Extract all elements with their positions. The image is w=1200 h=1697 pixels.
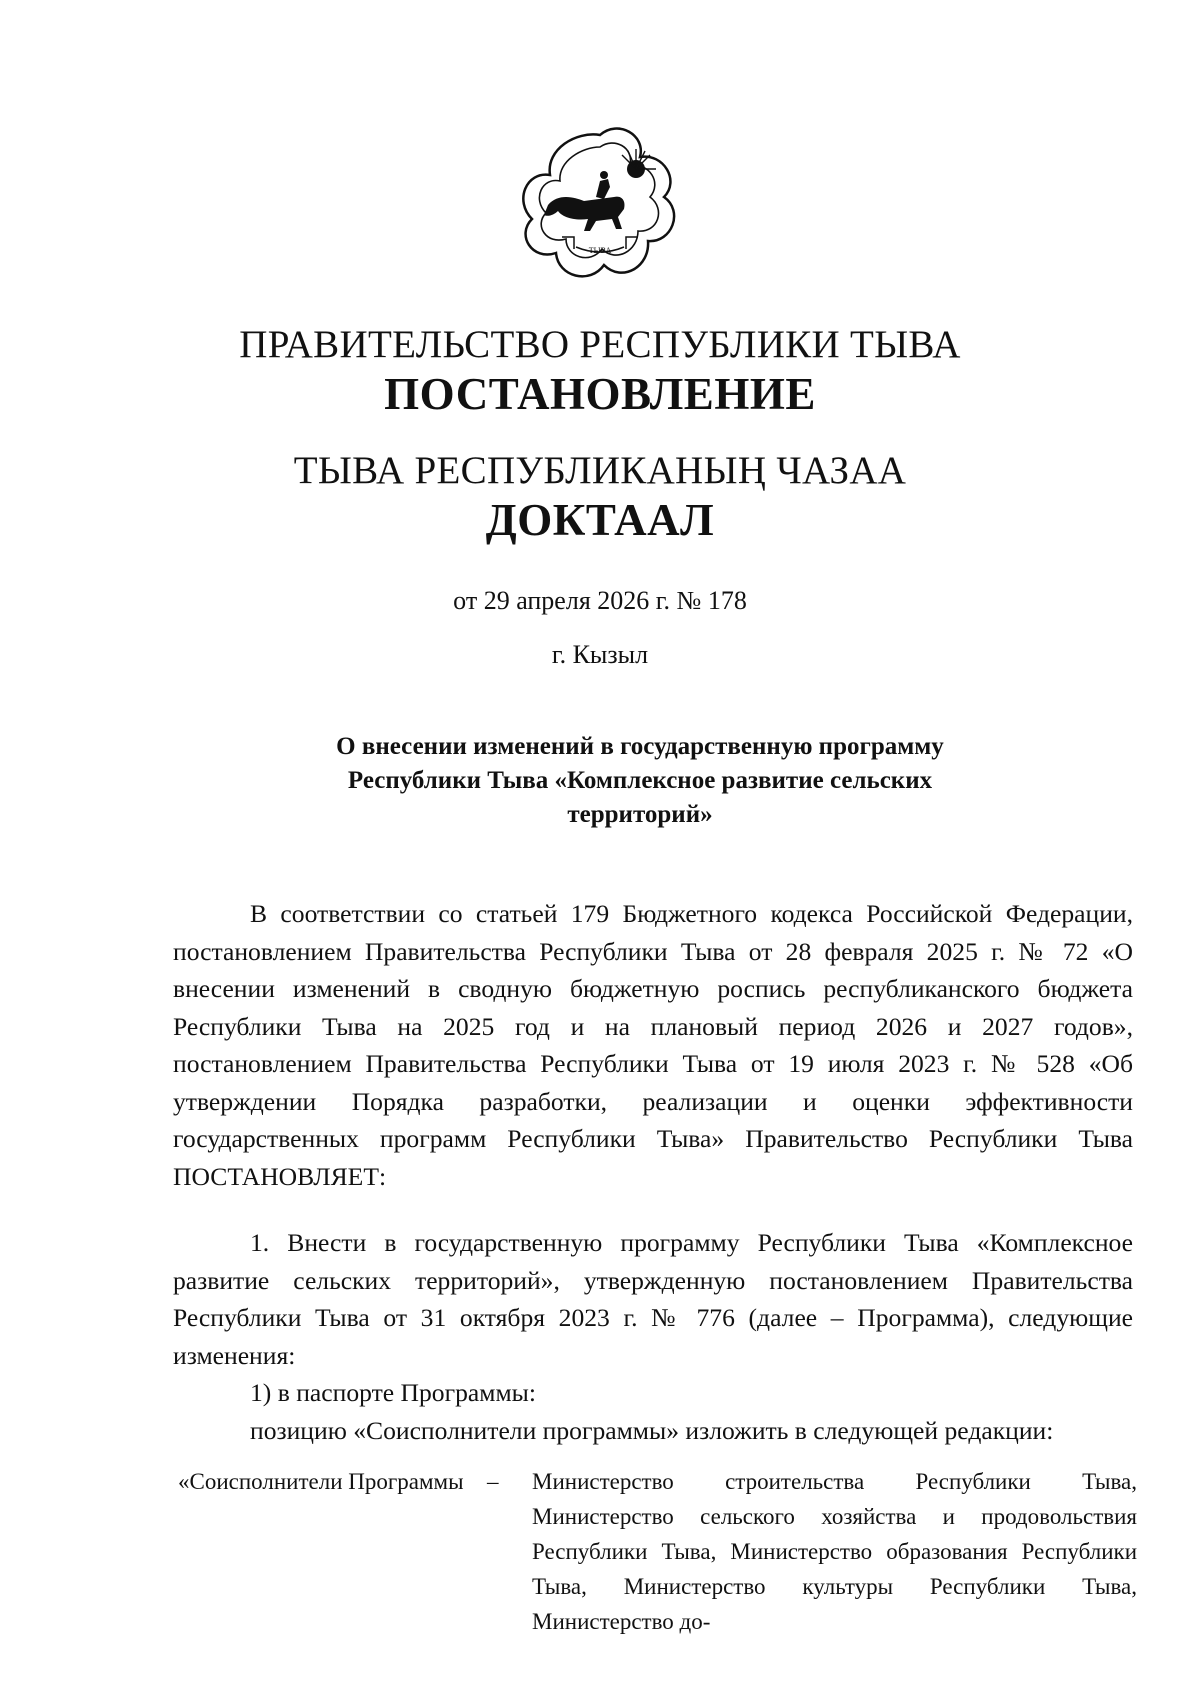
government-heading-tyvan: ТЫВА РЕСПУБЛИКАНЫҢ ЧАЗАА [293,449,907,492]
position-line: позицию «Соисполнители программы» изложить в следующей редакции: [250,1416,1054,1445]
date-number: от 29 апреля 2026 г. № 178 [453,586,747,615]
resolution-heading: ПОСТАНОВЛЕНИЕ [384,369,816,419]
document-title: О внесении изменений в государственную программу Республики Тыва «Комплексное развитие сельских территорий» [336,733,944,828]
tyva-coat-of-arms-icon [518,125,682,287]
item-1-paragraph: 1. Внести в государственную программу Республики Тыва «Комплексное развитие сельских территорий», утвержденную постановлением Правительства Республики Тыва от 31 октября 2023 г. № 776 (далее – Программа), следующие изменения: [173,1228,1133,1370]
city: г. Кызыл [551,640,649,669]
passport-row-label: «Соисполнители Программы [178,1469,464,1494]
preamble-paragraph: В соответствии со статьей 179 Бюджетного кодекса Российской Федерации, постановлением Правительства Республики Тыва от 28 февраля 2025 г. № 72 «О внесении изменений в сводную бюджетную роспись республиканского бюджета Республики Тыва на 2025 год и на плановый период 2026 и 2027 годов», постановлением Правительства Республики Тыва от 19 июля 2023 г. № 528 «Об утверждении Порядка разработки, реализации и оценки эффективности государственных программ Республики Тыва» Правительство Республики Тыва ПОСТАНОВЛЯЕТ: [173,899,1133,1191]
passport-row-dash: – [487,1469,499,1494]
passport-row-value: Министерство строительства Республики Тыва, Министерство сельского хозяйства и продовольствия Республики Тыва, Министерство образования Республики Тыва, Министерство культуры Республики Тыва, Министерство до- [532,1469,1137,1634]
government-heading: ПРАВИТЕЛЬСТВО РЕСПУБЛИКИ ТЫВА [239,323,961,366]
emblem-text: ТЫВА [588,246,612,255]
resolution-heading-tyvan: ДОКТААЛ [485,495,715,545]
subitem-1: 1) в паспорте Программы: [250,1378,536,1407]
